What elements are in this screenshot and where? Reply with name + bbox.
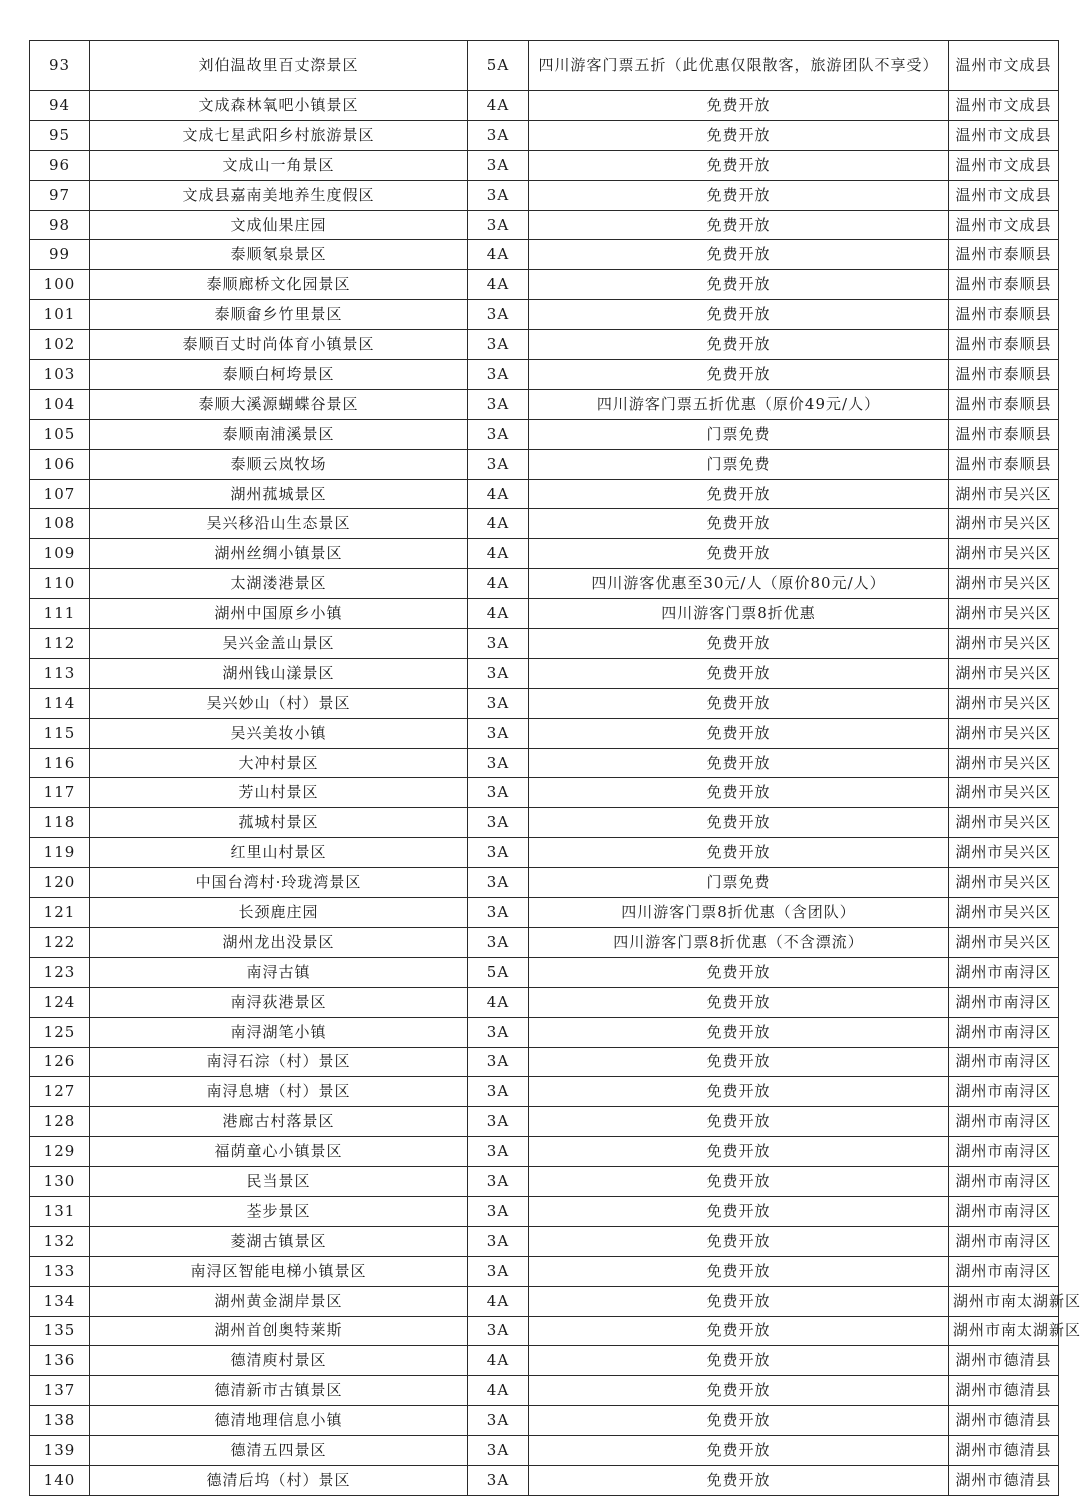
grade-level-cell: 3A (468, 688, 529, 718)
table-row (30, 240, 1059, 270)
scenic-name-cell: 湖州首创奥特莱斯 (90, 1316, 468, 1346)
region-cell: 温州市文成县 (949, 210, 1059, 240)
scenic-name-cell: 湖州龙出没景区 (90, 927, 468, 957)
serial-number-cell: 117 (30, 778, 90, 808)
serial-number-cell: 138 (30, 1406, 90, 1436)
scenic-name-cell: 泰顺畲乡竹里景区 (90, 300, 468, 330)
serial-number-cell: 101 (30, 300, 90, 330)
table-row (30, 270, 1059, 300)
scenic-name-cell: 芳山村景区 (90, 778, 468, 808)
scenic-name-cell: 中国台湾村·玲珑湾景区 (90, 868, 468, 898)
region-cell: 湖州市吴兴区 (949, 509, 1059, 539)
serial-number-cell: 116 (30, 748, 90, 778)
table-row (30, 389, 1059, 419)
scenic-name-cell: 德清庾村景区 (90, 1346, 468, 1376)
region-cell: 湖州市南浔区 (949, 1226, 1059, 1256)
region-cell: 湖州市南太湖新区 (949, 1316, 1059, 1346)
scenic-name-cell: 德清地理信息小镇 (90, 1406, 468, 1436)
region-cell: 湖州市德清县 (949, 1346, 1059, 1376)
offer-cell: 免费开放 (529, 1346, 949, 1376)
offer-cell: 免费开放 (529, 1107, 949, 1137)
serial-number-cell: 113 (30, 658, 90, 688)
serial-number-cell: 120 (30, 868, 90, 898)
scenic-name-cell: 吴兴移沿山生态景区 (90, 509, 468, 539)
scenic-name-cell: 文成县嘉南美地养生度假区 (90, 180, 468, 210)
grade-level-cell: 3A (468, 1196, 529, 1226)
offer-cell: 免费开放 (529, 240, 949, 270)
serial-number-cell: 119 (30, 838, 90, 868)
scenic-name-cell: 菰城村景区 (90, 808, 468, 838)
serial-number-cell: 124 (30, 987, 90, 1017)
offer-cell: 免费开放 (529, 1196, 949, 1226)
offer-cell: 免费开放 (529, 1167, 949, 1197)
table-row (30, 180, 1059, 210)
offer-cell: 免费开放 (529, 120, 949, 150)
table-row (30, 927, 1059, 957)
region-cell: 湖州市南浔区 (949, 1167, 1059, 1197)
table-row (30, 569, 1059, 599)
region-cell: 湖州市吴兴区 (949, 868, 1059, 898)
scenic-name-cell: 吴兴美妆小镇 (90, 718, 468, 748)
serial-number-cell: 139 (30, 1436, 90, 1466)
region-cell: 湖州市吴兴区 (949, 898, 1059, 928)
table-row (30, 41, 1059, 91)
scenic-name-cell: 德清后坞（村）景区 (90, 1465, 468, 1495)
table-row (30, 479, 1059, 509)
table-row (30, 688, 1059, 718)
table-row (30, 1077, 1059, 1107)
offer-cell: 免费开放 (529, 808, 949, 838)
offer-cell: 门票免费 (529, 868, 949, 898)
scenic-name-cell: 德清五四景区 (90, 1436, 468, 1466)
table-row (30, 1436, 1059, 1466)
offer-cell: 免费开放 (529, 509, 949, 539)
serial-number-cell: 127 (30, 1077, 90, 1107)
table-row (30, 658, 1059, 688)
grade-level-cell: 3A (468, 330, 529, 360)
offer-cell: 免费开放 (529, 1017, 949, 1047)
grade-level-cell: 3A (468, 210, 529, 240)
scenic-name-cell: 南浔荻港景区 (90, 987, 468, 1017)
serial-number-cell: 94 (30, 91, 90, 121)
region-cell: 湖州市吴兴区 (949, 599, 1059, 629)
serial-number-cell: 137 (30, 1376, 90, 1406)
region-cell: 湖州市南浔区 (949, 957, 1059, 987)
scenic-name-cell: 太湖溇港景区 (90, 569, 468, 599)
table-row (30, 748, 1059, 778)
region-cell: 湖州市吴兴区 (949, 658, 1059, 688)
table-row (30, 509, 1059, 539)
scenic-name-cell: 泰顺百丈时尚体育小镇景区 (90, 330, 468, 360)
serial-number-cell: 100 (30, 270, 90, 300)
table-row (30, 449, 1059, 479)
table-row (30, 629, 1059, 659)
offer-cell: 免费开放 (529, 1077, 949, 1107)
offer-cell: 免费开放 (529, 210, 949, 240)
region-cell: 湖州市吴兴区 (949, 688, 1059, 718)
region-cell: 湖州市南浔区 (949, 1137, 1059, 1167)
table-row (30, 718, 1059, 748)
region-cell: 温州市泰顺县 (949, 300, 1059, 330)
serial-number-cell: 122 (30, 927, 90, 957)
region-cell: 温州市泰顺县 (949, 389, 1059, 419)
serial-number-cell: 106 (30, 449, 90, 479)
table-row (30, 330, 1059, 360)
offer-cell: 免费开放 (529, 1137, 949, 1167)
offer-cell: 免费开放 (529, 957, 949, 987)
serial-number-cell: 131 (30, 1196, 90, 1226)
region-cell: 温州市泰顺县 (949, 419, 1059, 449)
serial-number-cell: 135 (30, 1316, 90, 1346)
scenic-name-cell: 大冲村景区 (90, 748, 468, 778)
grade-level-cell: 3A (468, 1047, 529, 1077)
table-row (30, 1137, 1059, 1167)
table-row (30, 419, 1059, 449)
offer-cell: 免费开放 (529, 180, 949, 210)
offer-cell: 四川游客门票8折优惠（含团队） (529, 898, 949, 928)
offer-cell: 免费开放 (529, 778, 949, 808)
table-row (30, 120, 1059, 150)
grade-level-cell: 5A (468, 957, 529, 987)
region-cell: 湖州市吴兴区 (949, 629, 1059, 659)
grade-level-cell: 3A (468, 180, 529, 210)
grade-level-cell: 3A (468, 927, 529, 957)
scenic-name-cell: 泰顺廊桥文化园景区 (90, 270, 468, 300)
grade-level-cell: 3A (468, 1167, 529, 1197)
scenic-name-cell: 荃步景区 (90, 1196, 468, 1226)
serial-number-cell: 123 (30, 957, 90, 987)
grade-level-cell: 4A (468, 509, 529, 539)
offer-cell: 四川游客优惠至30元/人（原价80元/人） (529, 569, 949, 599)
region-cell: 温州市泰顺县 (949, 240, 1059, 270)
region-cell: 湖州市德清县 (949, 1465, 1059, 1495)
table-row (30, 1286, 1059, 1316)
region-cell: 湖州市吴兴区 (949, 838, 1059, 868)
offer-cell: 免费开放 (529, 838, 949, 868)
serial-number-cell: 110 (30, 569, 90, 599)
grade-level-cell: 3A (468, 868, 529, 898)
region-cell: 温州市泰顺县 (949, 270, 1059, 300)
offer-cell: 免费开放 (529, 748, 949, 778)
serial-number-cell: 96 (30, 150, 90, 180)
table-row (30, 957, 1059, 987)
scenic-name-cell: 吴兴妙山（村）景区 (90, 688, 468, 718)
grade-level-cell: 3A (468, 389, 529, 419)
scenic-name-cell: 文成山一角景区 (90, 150, 468, 180)
offer-cell: 四川游客门票8折优惠（不含漂流） (529, 927, 949, 957)
table-row (30, 1047, 1059, 1077)
scenic-name-cell: 菱湖古镇景区 (90, 1226, 468, 1256)
region-cell: 湖州市南浔区 (949, 1107, 1059, 1137)
grade-level-cell: 4A (468, 1286, 529, 1316)
table-row (30, 808, 1059, 838)
offer-cell: 四川游客门票8折优惠 (529, 599, 949, 629)
region-cell: 温州市文成县 (949, 180, 1059, 210)
region-cell: 温州市文成县 (949, 120, 1059, 150)
grade-level-cell: 4A (468, 987, 529, 1017)
region-cell: 湖州市南浔区 (949, 1017, 1059, 1047)
serial-number-cell: 103 (30, 360, 90, 390)
scenic-name-cell: 文成仙果庄园 (90, 210, 468, 240)
serial-number-cell: 121 (30, 898, 90, 928)
table-row (30, 539, 1059, 569)
offer-cell: 门票免费 (529, 449, 949, 479)
grade-level-cell: 3A (468, 1316, 529, 1346)
scenic-name-cell: 湖州中国原乡小镇 (90, 599, 468, 629)
table-row (30, 1226, 1059, 1256)
grade-level-cell: 3A (468, 1256, 529, 1286)
scenic-name-cell: 湖州黄金湖岸景区 (90, 1286, 468, 1316)
scenic-name-cell: 长颈鹿庄园 (90, 898, 468, 928)
table-row (30, 1167, 1059, 1197)
offer-cell: 免费开放 (529, 360, 949, 390)
serial-number-cell: 136 (30, 1346, 90, 1376)
offer-cell: 免费开放 (529, 330, 949, 360)
serial-number-cell: 109 (30, 539, 90, 569)
grade-level-cell: 3A (468, 629, 529, 659)
offer-cell: 免费开放 (529, 270, 949, 300)
serial-number-cell: 98 (30, 210, 90, 240)
region-cell: 湖州市吴兴区 (949, 927, 1059, 957)
table-row (30, 1376, 1059, 1406)
scenic-name-cell: 泰顺大溪源蝴蝶谷景区 (90, 389, 468, 419)
table-row (30, 778, 1059, 808)
offer-cell: 免费开放 (529, 1406, 949, 1436)
scenic-name-cell: 吴兴金盖山景区 (90, 629, 468, 659)
region-cell: 湖州市吴兴区 (949, 569, 1059, 599)
offer-cell: 免费开放 (529, 1465, 949, 1495)
grade-level-cell: 3A (468, 1107, 529, 1137)
grade-level-cell: 4A (468, 539, 529, 569)
scenic-name-cell: 南浔湖笔小镇 (90, 1017, 468, 1047)
grade-level-cell: 3A (468, 658, 529, 688)
serial-number-cell: 126 (30, 1047, 90, 1077)
scenic-name-cell: 南浔区智能电梯小镇景区 (90, 1256, 468, 1286)
offer-cell: 免费开放 (529, 1316, 949, 1346)
grade-level-cell: 3A (468, 1465, 529, 1495)
scenic-spot-table (29, 40, 1081, 1496)
serial-number-cell: 133 (30, 1256, 90, 1286)
scenic-name-cell: 湖州菰城景区 (90, 479, 468, 509)
table-row (30, 1406, 1059, 1436)
serial-number-cell: 111 (30, 599, 90, 629)
scenic-name-cell: 红里山村景区 (90, 838, 468, 868)
grade-level-cell: 3A (468, 838, 529, 868)
scenic-name-cell: 泰顺云岚牧场 (90, 449, 468, 479)
offer-cell: 免费开放 (529, 479, 949, 509)
region-cell: 温州市泰顺县 (949, 449, 1059, 479)
serial-number-cell: 95 (30, 120, 90, 150)
scenic-name-cell: 民当景区 (90, 1167, 468, 1197)
scenic-name-cell: 湖州丝绸小镇景区 (90, 539, 468, 569)
serial-number-cell: 108 (30, 509, 90, 539)
grade-level-cell: 4A (468, 599, 529, 629)
scenic-name-cell: 德清新市古镇景区 (90, 1376, 468, 1406)
grade-level-cell: 4A (468, 91, 529, 121)
serial-number-cell: 93 (30, 41, 90, 91)
offer-cell: 门票免费 (529, 419, 949, 449)
serial-number-cell: 125 (30, 1017, 90, 1047)
region-cell: 温州市泰顺县 (949, 330, 1059, 360)
region-cell: 湖州市南浔区 (949, 1256, 1059, 1286)
offer-cell: 免费开放 (529, 1286, 949, 1316)
grade-level-cell: 3A (468, 120, 529, 150)
offer-cell: 免费开放 (529, 987, 949, 1017)
region-cell: 湖州市南太湖新区 (949, 1286, 1059, 1316)
offer-cell: 免费开放 (529, 91, 949, 121)
offer-cell: 免费开放 (529, 150, 949, 180)
serial-number-cell: 97 (30, 180, 90, 210)
offer-cell: 免费开放 (529, 688, 949, 718)
scenic-name-cell: 南浔古镇 (90, 957, 468, 987)
grade-level-cell: 3A (468, 1077, 529, 1107)
grade-level-cell: 3A (468, 808, 529, 838)
serial-number-cell: 112 (30, 629, 90, 659)
table-row (30, 599, 1059, 629)
serial-number-cell: 99 (30, 240, 90, 270)
offer-cell: 免费开放 (529, 658, 949, 688)
table-row (30, 1017, 1059, 1047)
table-row (30, 898, 1059, 928)
region-cell: 湖州市南浔区 (949, 1196, 1059, 1226)
region-cell: 温州市泰顺县 (949, 360, 1059, 390)
table-row (30, 987, 1059, 1017)
grade-level-cell: 3A (468, 1226, 529, 1256)
serial-number-cell: 132 (30, 1226, 90, 1256)
grade-level-cell: 4A (468, 1346, 529, 1376)
region-cell: 湖州市德清县 (949, 1436, 1059, 1466)
grade-level-cell: 4A (468, 569, 529, 599)
offer-cell: 免费开放 (529, 300, 949, 330)
table-row (30, 1256, 1059, 1286)
grade-level-cell: 4A (468, 270, 529, 300)
serial-number-cell: 129 (30, 1137, 90, 1167)
grade-level-cell: 3A (468, 718, 529, 748)
region-cell: 湖州市南浔区 (949, 987, 1059, 1017)
offer-cell: 免费开放 (529, 1376, 949, 1406)
region-cell: 湖州市吴兴区 (949, 718, 1059, 748)
table-row (30, 210, 1059, 240)
table-row (30, 1316, 1059, 1346)
serial-number-cell: 107 (30, 479, 90, 509)
grade-level-cell: 3A (468, 1436, 529, 1466)
table-row (30, 150, 1059, 180)
serial-number-cell: 115 (30, 718, 90, 748)
region-cell: 湖州市吴兴区 (949, 778, 1059, 808)
scenic-name-cell: 刘伯温故里百丈漈景区 (90, 41, 468, 91)
offer-cell: 四川游客门票五折（此优惠仅限散客，旅游团队不享受） (529, 41, 949, 91)
grade-level-cell: 4A (468, 479, 529, 509)
grade-level-cell: 3A (468, 419, 529, 449)
grade-level-cell: 3A (468, 1406, 529, 1436)
grade-level-cell: 3A (468, 360, 529, 390)
table-row (30, 1346, 1059, 1376)
table-row (30, 868, 1059, 898)
grade-level-cell: 3A (468, 449, 529, 479)
scenic-name-cell: 文成森林氧吧小镇景区 (90, 91, 468, 121)
region-cell: 湖州市吴兴区 (949, 808, 1059, 838)
offer-cell: 免费开放 (529, 629, 949, 659)
grade-level-cell: 3A (468, 748, 529, 778)
serial-number-cell: 118 (30, 808, 90, 838)
region-cell: 湖州市吴兴区 (949, 748, 1059, 778)
table-row (30, 360, 1059, 390)
table-row (30, 838, 1059, 868)
serial-number-cell: 102 (30, 330, 90, 360)
offer-cell: 免费开放 (529, 539, 949, 569)
region-cell: 湖州市德清县 (949, 1406, 1059, 1436)
region-cell: 温州市文成县 (949, 150, 1059, 180)
offer-cell: 免费开放 (529, 718, 949, 748)
scenic-name-cell: 福荫童心小镇景区 (90, 1137, 468, 1167)
region-cell: 湖州市南浔区 (949, 1047, 1059, 1077)
grade-level-cell: 3A (468, 1017, 529, 1047)
region-cell: 湖州市德清县 (949, 1376, 1059, 1406)
scenic-name-cell: 泰顺白柯垮景区 (90, 360, 468, 390)
region-cell: 湖州市南浔区 (949, 1077, 1059, 1107)
grade-level-cell: 4A (468, 1376, 529, 1406)
serial-number-cell: 134 (30, 1286, 90, 1316)
serial-number-cell: 114 (30, 688, 90, 718)
serial-number-cell: 104 (30, 389, 90, 419)
scenic-name-cell: 港廊古村落景区 (90, 1107, 468, 1137)
grade-level-cell: 5A (468, 41, 529, 91)
scenic-name-cell: 泰顺氡泉景区 (90, 240, 468, 270)
offer-cell: 免费开放 (529, 1256, 949, 1286)
table-row (30, 300, 1059, 330)
region-cell: 温州市文成县 (949, 41, 1059, 91)
scenic-name-cell: 湖州钱山漾景区 (90, 658, 468, 688)
scenic-name-cell: 南浔息塘（村）景区 (90, 1077, 468, 1107)
grade-level-cell: 3A (468, 778, 529, 808)
region-cell: 湖州市吴兴区 (949, 539, 1059, 569)
table-row (30, 1196, 1059, 1226)
serial-number-cell: 140 (30, 1465, 90, 1495)
grade-level-cell: 3A (468, 1137, 529, 1167)
offer-cell: 免费开放 (529, 1047, 949, 1077)
offer-cell: 免费开放 (529, 1226, 949, 1256)
table-body (30, 41, 1081, 1496)
grade-level-cell: 3A (468, 898, 529, 928)
scenic-name-cell: 文成七星武阳乡村旅游景区 (90, 120, 468, 150)
serial-number-cell: 105 (30, 419, 90, 449)
grade-level-cell: 3A (468, 300, 529, 330)
serial-number-cell: 130 (30, 1167, 90, 1197)
table-row (30, 1465, 1059, 1495)
grade-level-cell: 4A (468, 240, 529, 270)
offer-cell: 四川游客门票五折优惠（原价49元/人） (529, 389, 949, 419)
table-row (30, 91, 1059, 121)
scenic-name-cell: 泰顺南浦溪景区 (90, 419, 468, 449)
grade-level-cell: 3A (468, 150, 529, 180)
scenic-name-cell: 南浔石淙（村）景区 (90, 1047, 468, 1077)
offer-cell: 免费开放 (529, 1436, 949, 1466)
region-cell: 湖州市吴兴区 (949, 479, 1059, 509)
region-cell: 温州市文成县 (949, 91, 1059, 121)
serial-number-cell: 128 (30, 1107, 90, 1137)
table-row (30, 1107, 1059, 1137)
